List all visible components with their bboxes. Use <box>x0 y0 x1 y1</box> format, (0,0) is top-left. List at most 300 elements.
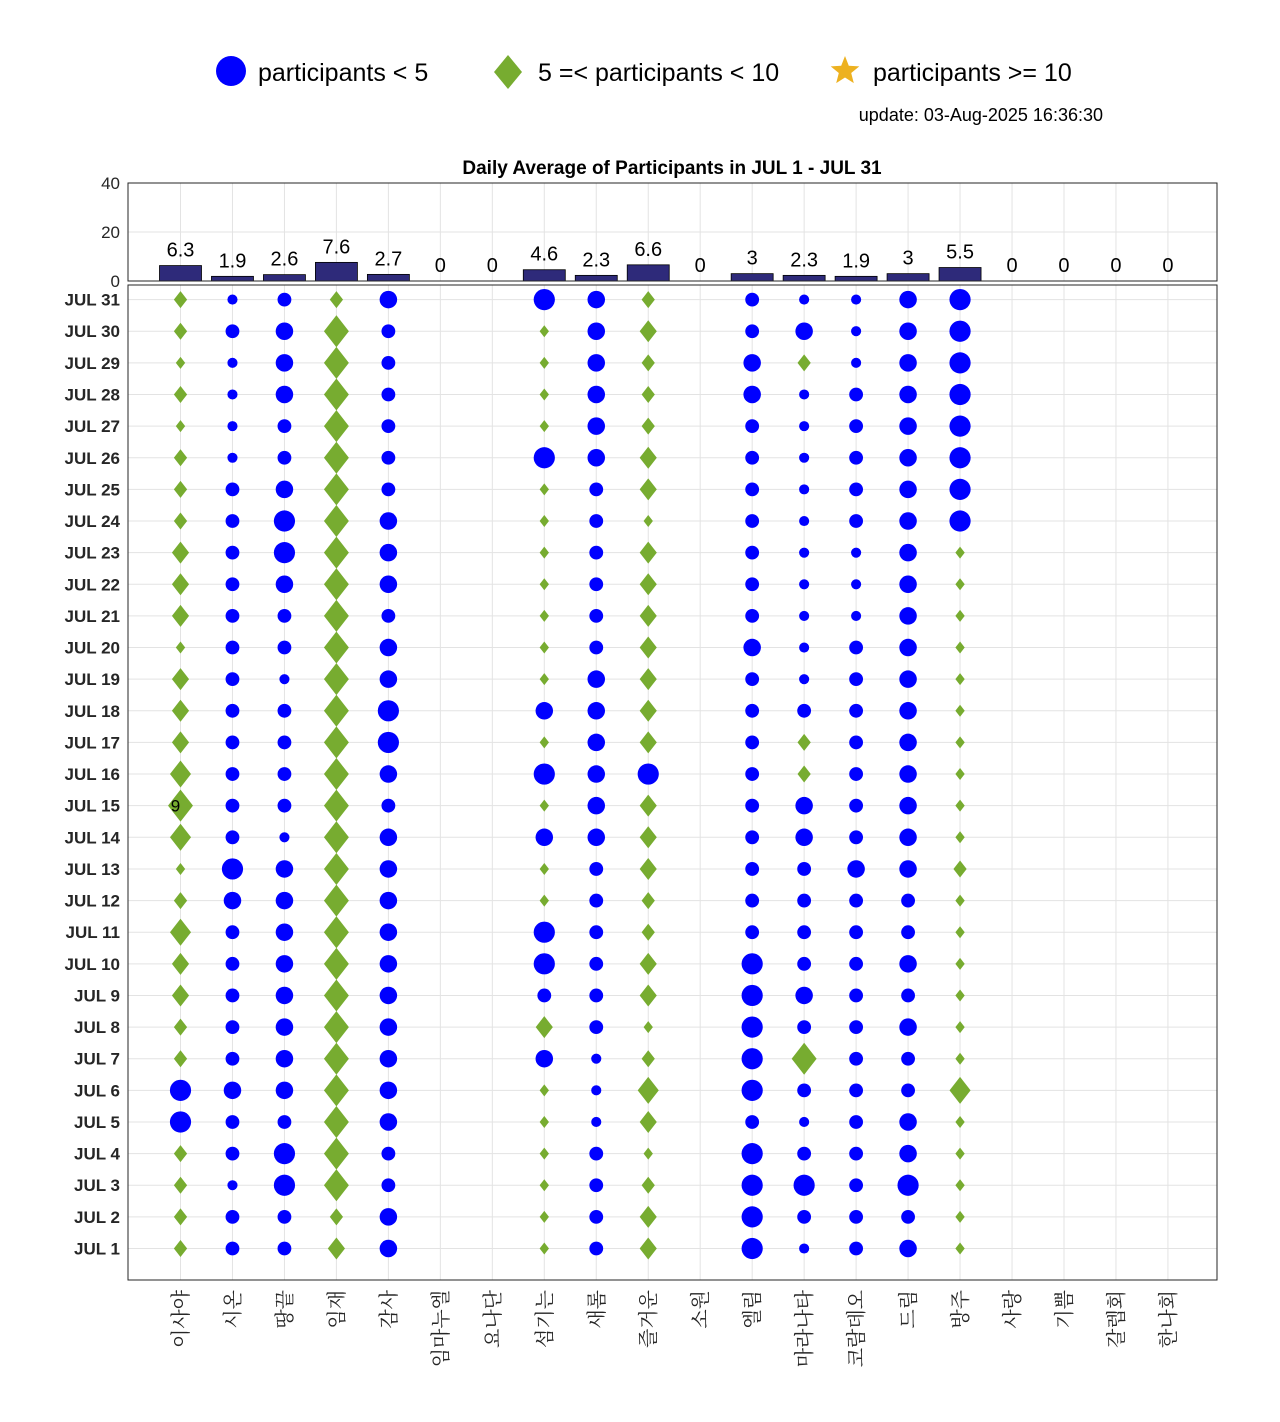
participant-marker <box>640 637 657 659</box>
participant-marker <box>742 985 763 1006</box>
participant-marker <box>174 892 187 909</box>
participant-marker <box>742 1238 763 1259</box>
day-label: JUL 22 <box>64 575 120 595</box>
day-label: JUL 6 <box>74 1081 120 1101</box>
participant-marker <box>227 421 237 431</box>
group-label: 드림 <box>898 1290 921 1329</box>
participant-marker <box>540 1148 549 1160</box>
participant-marker <box>640 795 657 817</box>
participant-marker <box>227 358 237 368</box>
day-label: JUL 26 <box>64 448 120 468</box>
participant-marker <box>955 1148 964 1160</box>
participant-marker <box>381 1178 395 1192</box>
participant-marker <box>847 860 865 878</box>
participant-marker <box>949 416 970 437</box>
participant-marker <box>540 1179 549 1191</box>
participant-marker <box>589 1020 603 1034</box>
participant-marker <box>589 482 603 496</box>
bar <box>315 262 357 281</box>
participant-marker <box>536 829 554 847</box>
participant-marker <box>380 1113 398 1131</box>
day-label: JUL 13 <box>64 859 120 879</box>
participant-marker <box>276 354 294 372</box>
participant-marker <box>226 324 240 338</box>
participant-marker <box>742 1048 763 1069</box>
bar-value-label: 0 <box>486 255 498 277</box>
participant-marker <box>534 447 555 468</box>
participant-marker <box>226 641 240 655</box>
participant-marker <box>534 763 555 784</box>
participant-marker <box>851 579 861 589</box>
participant-marker <box>589 957 603 971</box>
participant-marker <box>381 482 395 496</box>
participant-marker <box>899 607 917 625</box>
day-label: JUL 7 <box>74 1049 120 1069</box>
bar-chart-y-ticks <box>101 174 120 291</box>
participant-marker <box>174 323 187 340</box>
participant-marker <box>743 386 761 404</box>
participant-marker <box>540 673 549 685</box>
participant-marker <box>226 577 240 591</box>
group-label: 방주 <box>950 1290 973 1329</box>
participant-marker <box>224 1082 242 1100</box>
legend-label-star: participants >= 10 <box>873 59 1072 87</box>
participant-marker <box>176 357 185 369</box>
participant-marker <box>226 704 240 718</box>
day-label: JUL 2 <box>74 1207 120 1227</box>
participant-marker <box>640 953 657 975</box>
participant-marker <box>588 797 606 815</box>
group-label: 한나회 <box>1157 1290 1180 1348</box>
participant-marker <box>324 1074 349 1106</box>
bar <box>367 274 409 281</box>
participant-marker <box>644 1148 653 1160</box>
participant-marker <box>899 955 917 973</box>
group-label: 땅끝 <box>274 1290 297 1329</box>
participant-marker <box>849 1083 863 1097</box>
participant-marker <box>588 670 606 688</box>
participant-marker <box>324 1138 349 1170</box>
participant-marker <box>799 484 809 494</box>
participant-marker <box>174 1145 187 1162</box>
day-label: JUL 18 <box>64 701 120 721</box>
participant-marker <box>589 989 603 1003</box>
day-label: JUL 28 <box>64 385 120 405</box>
participant-marker <box>381 1147 395 1161</box>
participant-marker <box>227 389 237 399</box>
bar-value-label: 2.6 <box>270 248 299 271</box>
legend-diamond-marker <box>494 55 522 89</box>
participant-marker <box>899 829 917 847</box>
participant-marker <box>380 987 398 1005</box>
group-label: 기쁨 <box>1053 1290 1076 1329</box>
participant-marker <box>950 1077 971 1104</box>
day-label: JUL 15 <box>64 796 120 816</box>
participant-marker <box>227 295 237 305</box>
participant-marker <box>849 514 863 528</box>
participant-marker <box>642 892 655 909</box>
participant-marker <box>534 953 555 974</box>
bar-chart <box>160 236 1174 281</box>
participant-marker <box>849 1178 863 1192</box>
participant-marker <box>901 1052 915 1066</box>
participant-marker <box>849 1020 863 1034</box>
group-label: 사랑 <box>1002 1290 1025 1329</box>
participant-marker <box>955 1243 964 1255</box>
participant-marker <box>849 767 863 781</box>
bubble-chart-grid <box>128 285 1217 1280</box>
participant-marker <box>276 892 294 910</box>
participant-marker <box>644 1021 653 1033</box>
participant-marker <box>540 800 549 812</box>
participant-marker <box>278 293 292 307</box>
participant-marker <box>378 700 399 721</box>
day-label: JUL 11 <box>65 923 120 943</box>
bar-value-label: 2.3 <box>582 249 611 272</box>
participant-marker <box>949 384 970 405</box>
participant-marker <box>799 642 809 652</box>
participant-marker <box>170 1111 191 1132</box>
day-label: JUL 10 <box>64 954 120 974</box>
participant-marker <box>644 515 653 527</box>
participant-marker <box>174 1240 187 1257</box>
participant-marker <box>174 1177 187 1194</box>
participant-marker <box>540 357 549 369</box>
participant-marker <box>540 1084 549 1096</box>
participant-marker <box>640 542 657 564</box>
participant-marker <box>797 1083 811 1097</box>
participant-marker <box>901 989 915 1003</box>
participant-marker <box>380 670 398 688</box>
day-label: JUL 12 <box>64 891 120 911</box>
participant-marker <box>794 1175 815 1196</box>
participant-marker <box>589 894 603 908</box>
group-label: 갈렙회 <box>1105 1290 1128 1348</box>
participant-marker <box>799 421 809 431</box>
participant-marker <box>380 1050 398 1068</box>
participant-marker <box>849 419 863 433</box>
participant-marker <box>640 1238 657 1260</box>
participant-marker <box>381 324 395 338</box>
participant-marker <box>797 957 811 971</box>
participant-marker <box>226 546 240 560</box>
participant-marker <box>324 1169 349 1201</box>
participant-marker <box>901 1210 915 1224</box>
bar-value-label: 0 <box>1058 255 1070 277</box>
participant-marker <box>795 987 813 1005</box>
participant-marker <box>588 417 606 435</box>
participant-marker <box>222 858 243 879</box>
participant-marker <box>324 410 349 442</box>
participant-marker <box>380 576 398 594</box>
day-label: JUL 5 <box>74 1112 120 1132</box>
participant-marker <box>589 1210 603 1224</box>
participant-marker <box>176 420 185 432</box>
bar-value-label: 3 <box>746 247 758 270</box>
participant-marker <box>642 386 655 403</box>
participant-marker <box>328 1238 345 1260</box>
bar <box>835 276 877 281</box>
participant-marker <box>330 291 343 308</box>
participant-marker <box>849 482 863 496</box>
legend-label-diamond: 5 =< participants < 10 <box>538 59 780 87</box>
participant-marker <box>799 548 809 558</box>
day-label: JUL 16 <box>64 765 120 785</box>
participant-marker <box>278 419 292 433</box>
day-label: JUL 27 <box>64 417 120 437</box>
participant-marker <box>174 291 187 308</box>
participant-marker <box>949 289 970 310</box>
participant-marker <box>901 1083 915 1097</box>
participant-marker <box>849 925 863 939</box>
participant-marker <box>640 700 657 722</box>
bar-value-label: 1.9 <box>842 250 871 273</box>
participant-marker <box>540 483 549 495</box>
participant-marker <box>227 1180 237 1190</box>
participant-marker <box>226 482 240 496</box>
participant-marker <box>324 885 349 917</box>
participant-marker <box>588 449 606 467</box>
participant-marker <box>899 544 917 562</box>
participant-marker <box>172 700 189 722</box>
participant-marker <box>955 610 964 622</box>
participant-marker <box>172 573 189 595</box>
participant-marker <box>797 862 811 876</box>
participant-marker <box>276 1082 294 1100</box>
participant-marker <box>640 1111 657 1133</box>
participant-marker <box>274 542 295 563</box>
participant-marker <box>899 734 917 752</box>
participant-marker <box>279 832 289 842</box>
participant-marker <box>849 451 863 465</box>
bar-value-label: 0 <box>1006 255 1018 277</box>
participant-marker <box>642 1050 655 1067</box>
participant-marker <box>955 1211 964 1223</box>
participant-marker <box>899 1240 917 1258</box>
participant-marker <box>849 894 863 908</box>
participant-marker <box>849 799 863 813</box>
participant-marker <box>380 1240 398 1258</box>
group-label: 소원 <box>690 1290 713 1329</box>
participant-marker <box>274 1175 295 1196</box>
participant-marker <box>899 670 917 688</box>
participant-marker <box>799 1117 809 1127</box>
participant-marker <box>849 1210 863 1224</box>
participant-marker <box>324 632 349 664</box>
participant-marker <box>540 1211 549 1223</box>
participant-marker <box>955 673 964 685</box>
bar-value-label: 4.6 <box>530 243 559 266</box>
participant-marker <box>849 1115 863 1129</box>
participant-marker <box>899 481 917 499</box>
participant-marker <box>899 702 917 720</box>
participant-marker <box>324 853 349 885</box>
participant-marker <box>324 790 349 822</box>
participant-marker <box>955 989 964 1001</box>
day-label: JUL 14 <box>64 828 120 848</box>
participant-marker <box>955 1053 964 1065</box>
participant-marker <box>278 736 292 750</box>
participant-marker <box>226 672 240 686</box>
participant-marker <box>742 1143 763 1164</box>
day-label: JUL 23 <box>64 543 120 563</box>
participant-marker <box>588 291 606 309</box>
participant-marker <box>745 704 759 718</box>
participant-marker <box>534 289 555 310</box>
participant-marker <box>798 734 811 751</box>
participant-marker <box>380 1082 398 1100</box>
participant-marker <box>797 1210 811 1224</box>
participant-marker <box>745 830 759 844</box>
participant-marker <box>278 767 292 781</box>
bar-value-label: 6.6 <box>634 238 663 261</box>
participant-marker <box>745 546 759 560</box>
participant-marker <box>849 830 863 844</box>
participant-marker <box>380 923 398 941</box>
participant-marker <box>227 453 237 463</box>
participant-marker <box>591 1085 601 1095</box>
participant-marker <box>851 295 861 305</box>
participant-marker <box>278 1242 292 1256</box>
participant-marker <box>540 1116 549 1128</box>
participant-marker <box>279 674 289 684</box>
participant-marker <box>799 389 809 399</box>
participant-marker <box>278 799 292 813</box>
participant-marker <box>276 1018 294 1036</box>
participant-marker <box>170 824 191 851</box>
participant-marker <box>589 514 603 528</box>
day-label: JUL 25 <box>64 480 120 500</box>
participant-marker <box>276 987 294 1005</box>
participant-marker <box>276 576 294 594</box>
participant-marker <box>330 1208 343 1225</box>
participant-marker <box>588 765 606 783</box>
participant-marker <box>540 863 549 875</box>
bar-value-label: 0 <box>1110 255 1122 277</box>
participant-marker <box>324 1011 349 1043</box>
participant-marker <box>798 766 811 783</box>
participant-marker <box>949 352 970 373</box>
participant-marker <box>324 695 349 727</box>
participant-marker <box>226 1115 240 1129</box>
day-label: JUL 9 <box>74 986 120 1006</box>
participant-marker <box>324 568 349 600</box>
participant-marker <box>795 797 813 815</box>
participant-marker <box>640 478 657 500</box>
participant-marker <box>324 473 349 505</box>
participant-marker <box>226 609 240 623</box>
day-label: JUL 4 <box>74 1144 120 1164</box>
participant-marker <box>174 513 187 530</box>
day-label: JUL 30 <box>64 322 120 342</box>
group-label: 임재 <box>326 1290 349 1329</box>
participant-marker <box>640 858 657 880</box>
participant-marker <box>381 451 395 465</box>
bar-value-label: 7.6 <box>322 236 351 259</box>
participant-marker <box>540 420 549 432</box>
participant-marker <box>799 674 809 684</box>
participant-marker <box>955 768 964 780</box>
participant-marker <box>172 984 189 1006</box>
participant-marker <box>899 576 917 594</box>
participant-marker <box>899 417 917 435</box>
participant-marker <box>955 1179 964 1191</box>
participant-marker <box>899 765 917 783</box>
participant-marker <box>899 322 917 340</box>
participant-marker <box>899 860 917 878</box>
update-timestamp: update: 03-Aug-2025 16:36:30 <box>858 105 1103 125</box>
group-label: 이사야 <box>170 1290 193 1348</box>
participant-marker <box>745 767 759 781</box>
participant-marker <box>536 702 554 720</box>
participant-marker <box>226 767 240 781</box>
participant-marker <box>540 642 549 654</box>
participant-marker <box>174 1208 187 1225</box>
participant-marker <box>324 758 349 790</box>
participant-marker <box>278 609 292 623</box>
participant-marker <box>849 672 863 686</box>
group-label: 즐거운 <box>638 1290 661 1348</box>
participant-marker <box>588 702 606 720</box>
participant-marker <box>540 515 549 527</box>
participant-marker <box>174 386 187 403</box>
participant-marker <box>640 320 657 342</box>
participant-marker <box>540 1243 549 1255</box>
participant-marker <box>381 609 395 623</box>
participant-marker <box>381 799 395 813</box>
participant-marker <box>899 449 917 467</box>
participant-marker <box>955 578 964 590</box>
participant-marker <box>324 505 349 537</box>
participant-marker <box>745 672 759 686</box>
participant-marker <box>797 925 811 939</box>
participant-marker <box>953 860 966 877</box>
participant-marker <box>899 1018 917 1036</box>
participant-marker <box>381 356 395 370</box>
legend-circle-marker <box>216 56 246 86</box>
bar <box>160 266 202 281</box>
participant-marker <box>536 1016 553 1038</box>
bar <box>731 274 773 281</box>
participant-marker <box>849 704 863 718</box>
day-label: JUL 31 <box>64 290 120 310</box>
participant-marker <box>642 291 655 308</box>
participant-marker <box>588 322 606 340</box>
day-label: JUL 29 <box>64 353 120 373</box>
participant-marker <box>540 895 549 907</box>
participant-marker <box>276 322 294 340</box>
participant-marker <box>640 668 657 690</box>
participant-marker <box>380 291 398 309</box>
participant-marker <box>642 924 655 941</box>
participant-marker <box>589 1147 603 1161</box>
participant-marker <box>849 641 863 655</box>
participant-marker <box>638 1077 659 1104</box>
participant-marker <box>955 800 964 812</box>
participant-marker <box>588 354 606 372</box>
participant-marker <box>745 609 759 623</box>
participant-marker <box>955 895 964 907</box>
participant-marker <box>274 510 295 531</box>
participant-marker <box>324 600 349 632</box>
participant-marker <box>955 736 964 748</box>
legend-label-circle: participants < 5 <box>258 59 429 87</box>
group-label: 시온 <box>222 1290 245 1329</box>
participant-marker <box>642 1177 655 1194</box>
participant-marker <box>380 544 398 562</box>
participant-marker <box>745 451 759 465</box>
participant-marker <box>743 354 761 372</box>
